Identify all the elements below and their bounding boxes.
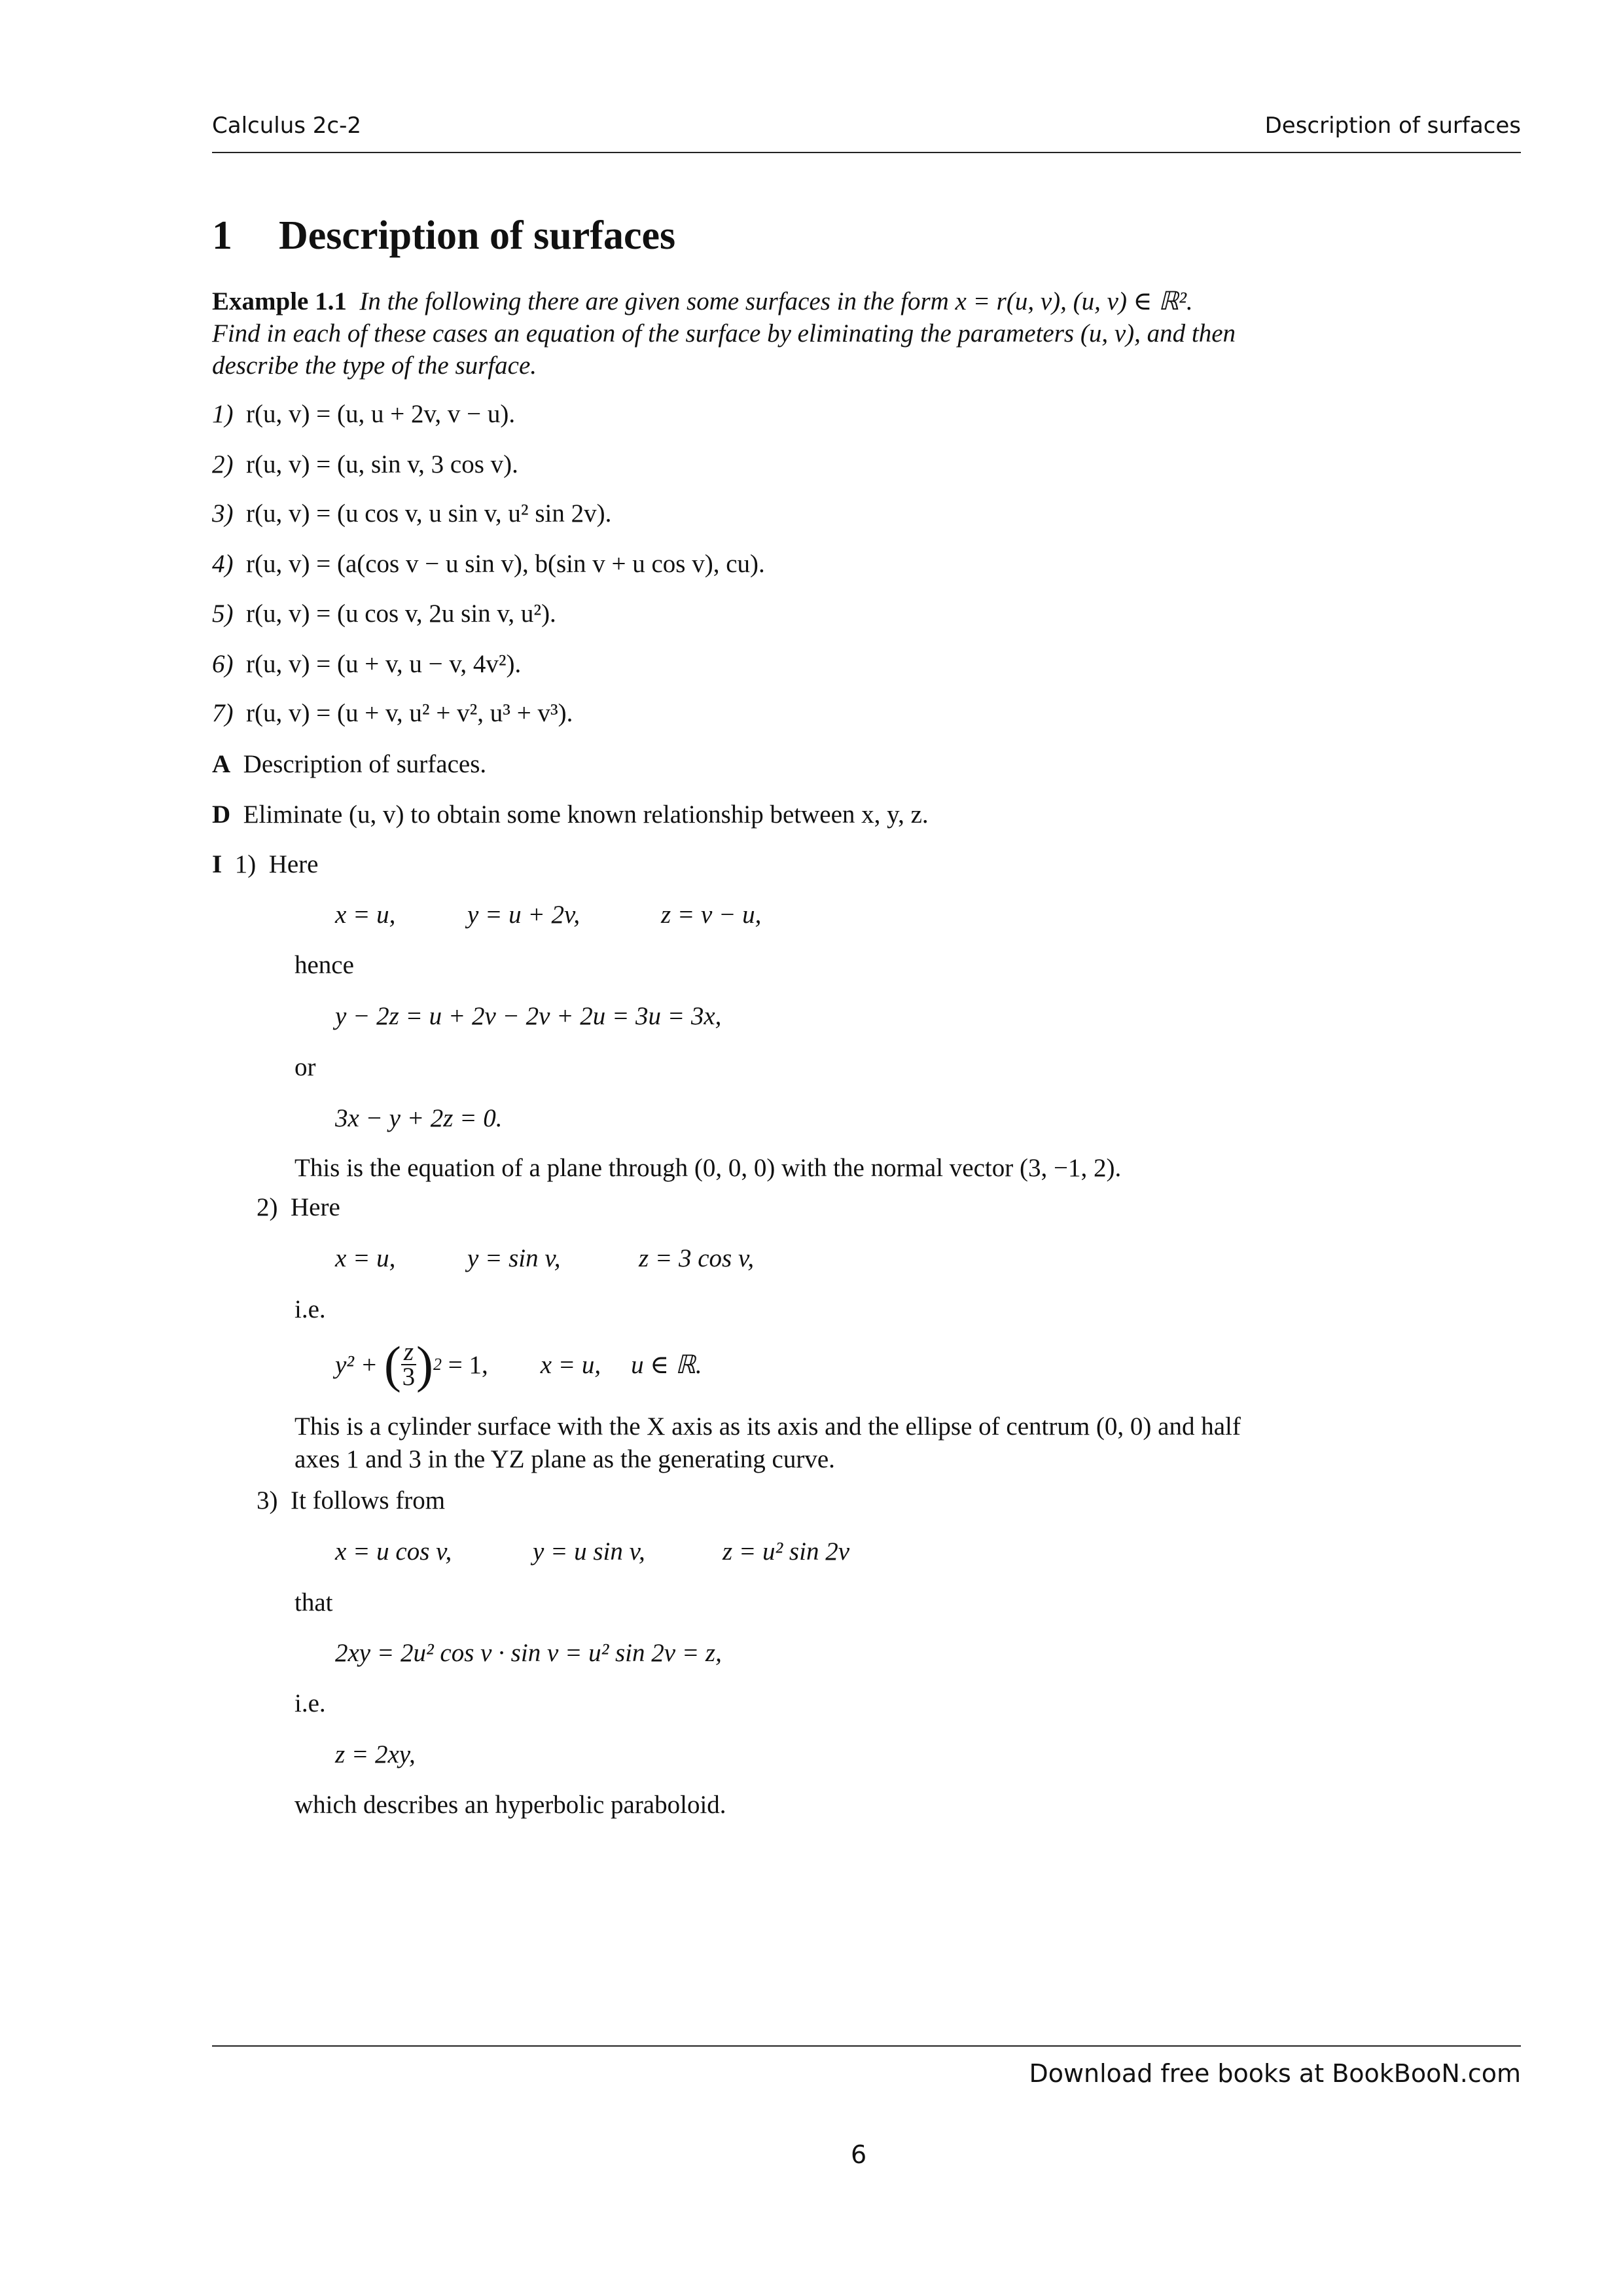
section-number: 1 xyxy=(212,213,232,258)
conclusion-text: axes 1 and 3 in the YZ plane as the generating curve. xyxy=(294,1445,835,1473)
equation: 3x − y + 2z = 0. xyxy=(335,1104,503,1132)
example-line-2: Find in each of these cases an equation of the surface by eliminating the parameters (u, v), and then xyxy=(212,319,1236,348)
equation: z = v − u, xyxy=(661,901,762,929)
list-item: 5) r(u, v) = (u cos v, 2u sin v, u²). xyxy=(212,600,556,628)
equation: y² + ( $\frac{z}{3}$ ) 2 = 1, x = u, u ∈ ℝ. xyxy=(335,1336,702,1393)
example-line-3: describe the type of the surface. xyxy=(212,351,537,380)
example-statement xyxy=(212,287,1193,316)
footer-rule xyxy=(212,2045,1521,2047)
download-link[interactable]: Download free books at BookBooN.com xyxy=(1029,2059,1521,2088)
equation: x = u, xyxy=(335,901,396,929)
equation: z = u² sin 2v xyxy=(722,1537,850,1566)
connective-text: hence xyxy=(294,951,354,979)
connective-text: i.e. xyxy=(294,1295,326,1323)
connective-text: i.e. xyxy=(294,1689,326,1717)
example-line-1: In the following there are given some surfaces in the form x = r(u, v), (u, v) ∈ ℝ². xyxy=(359,287,1193,315)
running-header-right: Description of surfaces xyxy=(1264,113,1521,139)
connective-text: that xyxy=(294,1588,333,1617)
implementation-part-1: I 1) Here xyxy=(212,850,319,878)
equation: y − 2z = u + 2v − 2v + 2u = 3u = 3x, xyxy=(335,1002,722,1030)
equation: x = u, xyxy=(335,1244,396,1272)
list-item: 2) r(u, v) = (u, sin v, 3 cos v). xyxy=(212,450,518,478)
equation: y = u sin v, xyxy=(533,1537,645,1566)
list-item: 4) r(u, v) = (a(cos v − u sin v), b(sin v + u cos v), cu). xyxy=(212,550,765,578)
demonstration-line: D Eliminate (u, v) to obtain some known relationship between x, y, z. xyxy=(212,800,929,829)
list-item: 6) r(u, v) = (u + v, u − v, 4v²). xyxy=(212,650,522,678)
implementation-part-2: 2) Here xyxy=(257,1193,340,1221)
list-item: 1) r(u, v) = (u, u + 2v, v − u). xyxy=(212,400,516,428)
equation: x = u cos v, xyxy=(335,1537,452,1566)
header-rule xyxy=(212,152,1521,153)
fraction: $\frac{z}{3}$ xyxy=(402,1338,416,1391)
page-number: 6 xyxy=(851,2140,867,2169)
equation: z = 3 cos v, xyxy=(639,1244,755,1272)
equation: y = sin v, xyxy=(467,1244,561,1272)
conclusion-text: This is the equation of a plane through (0, 0, 0) with the normal vector (3, −1, 2). xyxy=(294,1154,1122,1182)
section-title: Description of surfaces xyxy=(279,213,676,258)
conclusion-text: This is a cylinder surface with the X axis as its axis and the ellipse of centrum (0, 0) and half xyxy=(294,1412,1241,1441)
conclusion-text: which describes an hyperbolic paraboloid. xyxy=(294,1791,726,1819)
implementation-part-3: 3) It follows from xyxy=(257,1486,446,1515)
aim-line: A Description of surfaces. xyxy=(212,750,487,778)
running-header-left: Calculus 2c-2 xyxy=(212,113,362,139)
list-item: 7) r(u, v) = (u + v, u² + v², u³ + v³). xyxy=(212,699,573,727)
equation: y = u + 2v, xyxy=(467,901,580,929)
equation: 2xy = 2u² cos v · sin v = u² sin 2v = z, xyxy=(335,1639,722,1667)
example-label: Example 1.1 xyxy=(212,287,347,315)
equation: z = 2xy, xyxy=(335,1740,416,1768)
connective-text: or xyxy=(294,1053,316,1081)
list-item: 3) r(u, v) = (u cos v, u sin v, u² sin 2v). xyxy=(212,499,612,528)
